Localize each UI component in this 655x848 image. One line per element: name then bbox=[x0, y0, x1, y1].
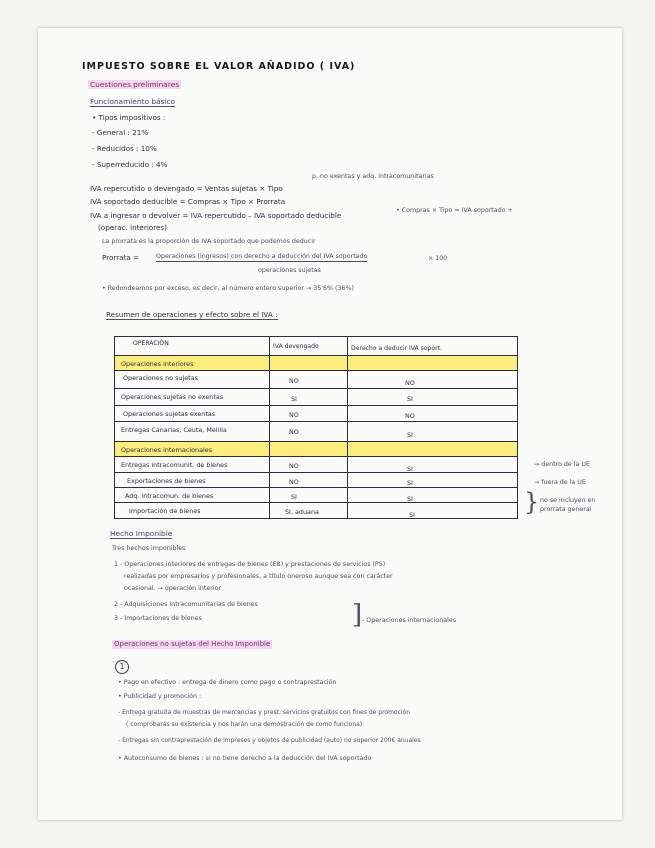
table-cell-operacion: Operaciones no sujetas bbox=[123, 374, 198, 382]
table-cell-operacion: Importación de bienes bbox=[129, 507, 201, 515]
tipo-general: - General : 21% bbox=[92, 128, 149, 137]
formula-note-top: p. no exentas y adq. intracomunitarias bbox=[312, 173, 434, 180]
no-sujeta-muestras-detalle: ( comprobarás su existencia y nos harán una demostración de como funciona) bbox=[126, 721, 363, 728]
formula-iva-repercutido: IVA repercutido o devengado = Ventas sujetas × Tipo bbox=[90, 184, 283, 193]
note-page bbox=[38, 28, 622, 820]
table-row bbox=[115, 502, 517, 519]
table-cell-operacion: Adq. intracomun. de bienes bbox=[125, 492, 214, 500]
table-cell-deducir: SI bbox=[409, 511, 415, 519]
operations-summary-table bbox=[114, 336, 518, 519]
hecho-item-1b: realizadas por empresarios y profesionales, a título oneroso aunque sea con carácter bbox=[124, 573, 393, 580]
table-cell-deducir: SI bbox=[407, 495, 413, 503]
no-sujeta-impresos: - Entregas sin contraprestación de impresos y objetos de publicidad (auto) no superior 200€ anuales bbox=[118, 737, 421, 744]
table-cell-operacion: Operaciones internacionales bbox=[121, 446, 213, 454]
table-cell-devengado: NO bbox=[289, 428, 299, 436]
table-row bbox=[115, 487, 517, 502]
heading-operaciones-no-sujetas: Operaciones no sujetas del Hecho Imponible bbox=[114, 640, 271, 648]
no-sujeta-muestras: - Entrega gratuita de muestras de mercancías y prest. servicios gratuitos con fines de promoción bbox=[118, 709, 411, 716]
prorrata-multiplier: × 100 bbox=[428, 255, 448, 262]
table-cell-devengado: SI bbox=[291, 395, 297, 403]
hecho-brace-note: - Operaciones internacionales bbox=[362, 617, 456, 624]
page-title: IMPUESTO SOBRE EL VALOR AÑADIDO ( IVA) bbox=[82, 61, 356, 72]
bracket-icon: ] bbox=[352, 600, 363, 630]
no-sujeta-publicidad: • Publicidad y promoción : bbox=[118, 693, 202, 700]
prorrata-label: Prorrata = bbox=[102, 253, 140, 262]
table-row bbox=[115, 441, 517, 456]
formula-iva-ingresar: IVA a ingresar o devolver = IVA repercutido – IVA soportado deducible bbox=[90, 211, 342, 220]
heading-cuestiones-preliminares: Cuestiones preliminares bbox=[90, 80, 180, 89]
table-cell-devengado: NO bbox=[289, 411, 299, 419]
prorrata-rounding-note: • Redondeamos por exceso, es decir, al número entero superior → 35'6% (36%) bbox=[102, 285, 354, 292]
tipo-superreducido: - Superreducido : 4% bbox=[92, 160, 168, 169]
formula-soportado-note: • Compras × Tipo = IVA soportado + bbox=[396, 207, 513, 214]
curly-brace-icon: } bbox=[524, 488, 540, 516]
hecho-item-1a: 1 - Operaciones interiores de entregas de bienes (EB) y prestaciones de servicios (PS) bbox=[114, 561, 386, 568]
table-cell-devengado: NO bbox=[289, 377, 299, 385]
table-row bbox=[115, 456, 517, 472]
table-cell-deducir: SI bbox=[407, 465, 413, 473]
side-note-fuera-ue: → fuera de la UE bbox=[534, 479, 586, 486]
no-sujeta-pago-efectivo: • Pago en efectivo : entrega de dinero como pago o contraprestación bbox=[118, 679, 337, 686]
prorrata-numerator: Operaciones (ingresos) con derecho a deducción del IVA soportado bbox=[156, 254, 367, 262]
table-cell-deducir: SI bbox=[407, 431, 413, 439]
table-cell-operacion: Entregas Canarias, Ceuta, Melilla bbox=[121, 426, 227, 434]
formula-operaciones-interiores: (operac. interiores) bbox=[98, 223, 167, 232]
resumen-heading: Resumen de operaciones y efecto sobre el IVA : bbox=[106, 310, 278, 319]
table-cell-devengado: SI, aduana bbox=[285, 508, 319, 516]
table-cell-devengado: NO bbox=[289, 478, 299, 486]
table-row bbox=[115, 370, 517, 388]
table-column-divider bbox=[269, 337, 270, 518]
table-header-operacion: OPERACIÓN bbox=[133, 340, 169, 347]
prorrata-definition: La prorrata es la proporción de IVA soportado que podemos deducir bbox=[102, 238, 316, 245]
table-row bbox=[115, 388, 517, 405]
side-note-no-prorrata: no se incluyen en bbox=[540, 497, 596, 504]
table-cell-deducir: SI bbox=[407, 479, 413, 487]
tipos-heading: • Tipos impositivos : bbox=[92, 113, 166, 122]
table-cell-deducir: SI bbox=[407, 395, 413, 403]
formula-iva-soportado: IVA soportado deducible = Compras × Tipo × Prorrata bbox=[90, 197, 286, 206]
table-row bbox=[115, 421, 517, 441]
table-row bbox=[115, 405, 517, 421]
heading-hecho-imponible: Hecho Imponible bbox=[110, 529, 173, 538]
side-note-dentro-ue: → dentro de la UE bbox=[534, 461, 590, 468]
table-cell-operacion: Exportaciones de bienes bbox=[127, 477, 206, 485]
table-cell-deducir: NO bbox=[405, 412, 415, 420]
prorrata-denominator: operaciones sujetas bbox=[258, 267, 321, 274]
table-header-derecho-deducir: Derecho a deducir IVA soport. bbox=[351, 345, 442, 352]
hecho-item-3: 3 - Importaciones de bienes bbox=[114, 615, 202, 622]
table-cell-devengado: NO bbox=[289, 462, 299, 470]
circled-number: 1 bbox=[115, 660, 129, 674]
table-header-iva-devengado: IVA devengado bbox=[273, 343, 319, 350]
hecho-item-1c: ocasional. → operación interior bbox=[124, 585, 222, 592]
table-cell-operacion: Operaciones sujetas exentas bbox=[123, 410, 216, 418]
hecho-subheading: Tres hechos imponibles bbox=[112, 545, 186, 552]
table-cell-operacion: Entregas intracomunit. de bienes bbox=[121, 461, 228, 469]
table-column-divider bbox=[347, 337, 348, 518]
side-note-prorrata-general: prorrata general bbox=[540, 506, 592, 513]
tipo-reducido: - Reducidos : 10% bbox=[92, 144, 157, 153]
hecho-item-2: 2 - Adquisiciones intracomunitarias de bienes bbox=[114, 601, 258, 608]
no-sujeta-autoconsumo: • Autoconsumo de bienes : si no tiene derecho a la deducción del IVA soportado bbox=[118, 755, 372, 762]
heading-funcionamiento-basico: Funcionamiento básico bbox=[90, 97, 176, 106]
table-row bbox=[115, 355, 517, 370]
table-cell-deducir: NO bbox=[405, 379, 415, 387]
table-cell-operacion: Operaciones interiores bbox=[121, 360, 194, 368]
table-cell-devengado: SI bbox=[291, 493, 297, 501]
table-cell-operacion: Operaciones sujetas no exentas bbox=[121, 393, 224, 401]
table-row bbox=[115, 472, 517, 487]
